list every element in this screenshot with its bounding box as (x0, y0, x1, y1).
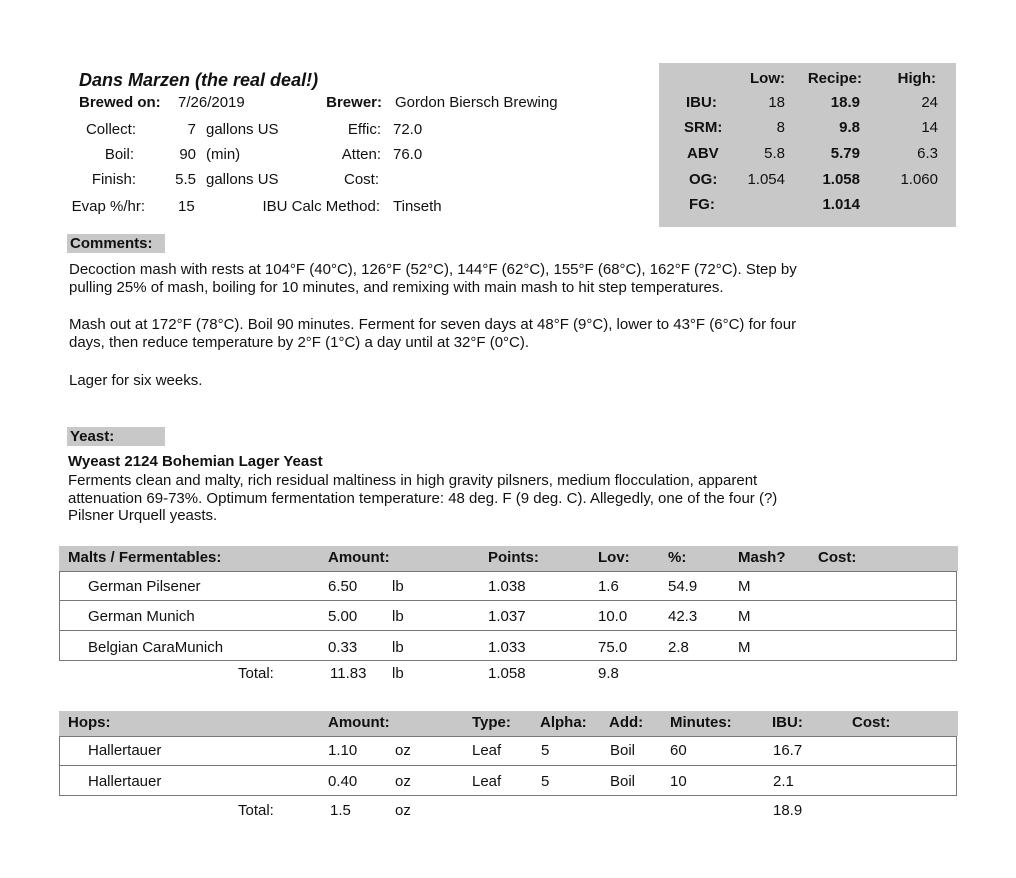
malt-points: 1.038 (488, 578, 526, 595)
malt-amount: 5.00 (328, 608, 358, 625)
malts-total-label: Total: (238, 665, 274, 682)
malt-unit: lb (392, 639, 404, 656)
stats-high: 6.3 (917, 145, 938, 162)
stats-low: 5.8 (764, 145, 785, 162)
stats-recipe: 18.9 (830, 94, 860, 111)
malt-pct: 42.3 (668, 608, 698, 625)
stats-high: 1.060 (900, 171, 938, 188)
malts-header-name: Malts / Fermentables: (68, 549, 222, 566)
malt-mash: M (738, 578, 751, 595)
stats-recipe: 1.058 (822, 171, 860, 188)
hops-total-unit: oz (395, 802, 411, 819)
malt-lov: 75.0 (598, 639, 628, 656)
hops-header-alpha: Alpha: (540, 714, 587, 731)
evap-label: Evap %/hr: (71, 198, 145, 215)
stats-low: 8 (776, 119, 785, 136)
malt-mash: M (738, 608, 751, 625)
stats-low: 18 (768, 94, 785, 111)
malt-lov: 10.0 (598, 608, 628, 625)
yeast-description: Ferments clean and malty, rich residual maltiness in high gravity pilsners, medium flocculation, apparent (68, 472, 758, 489)
yeast-description: attenuation 69-73%. Optimum fermentation temperature: 48 deg. F (9 deg. C). Allegedly, one of the four (?) (68, 490, 778, 507)
brewer-label: Brewer: (326, 94, 382, 111)
ibu-method-label: IBU Calc Method: (262, 198, 380, 215)
hop-name: Hallertauer (88, 742, 162, 759)
atten-label: Atten: (341, 146, 381, 163)
brewed-on-value: 7/26/2019 (178, 94, 245, 111)
hops-total-amount: 1.5 (330, 802, 351, 819)
table-row (59, 736, 957, 766)
stats-high: 14 (921, 119, 938, 136)
boil-unit: (min) (206, 146, 241, 163)
malt-points: 1.033 (488, 639, 526, 656)
malts-total-amount: 11.83 (330, 665, 367, 682)
stats-high-header: High: (897, 70, 936, 87)
cost-label: Cost: (343, 171, 379, 188)
hop-unit: oz (395, 773, 411, 790)
hop-add: Boil (610, 742, 636, 759)
hops-header-add: Add: (609, 714, 644, 731)
comments-text: Mash out at 172°F (78°C). Boil 90 minutes. Ferment for seven days at 48°F (9°C), lower to 43°F (6°C) for four (69, 316, 797, 333)
malt-pct: 54.9 (668, 578, 698, 595)
hop-name: Hallertauer (88, 773, 162, 790)
malt-points: 1.037 (488, 608, 526, 625)
hop-minutes: 10 (670, 773, 687, 790)
malt-name: Belgian CaraMunich (88, 639, 224, 656)
stats-low-header: Low: (750, 70, 785, 87)
malt-mash: M (738, 639, 751, 656)
effic-value: 72.0 (393, 121, 423, 138)
hops-header-minutes: Minutes: (670, 714, 732, 731)
malts-header-points: Points: (488, 549, 539, 566)
hops-header-type: Type: (472, 714, 511, 731)
hop-alpha: 5 (541, 742, 550, 759)
malt-name: German Pilsener (88, 578, 201, 595)
hop-amount: 1.10 (328, 742, 358, 759)
yeast-name: Wyeast 2124 Bohemian Lager Yeast (68, 453, 323, 470)
stats-low: 1.054 (747, 171, 785, 188)
hops-header-name: Hops: (68, 714, 111, 731)
finish-value: 5.5 (175, 171, 196, 188)
brewed-on-label: Brewed on: (79, 94, 161, 111)
stats-recipe: 5.79 (830, 145, 860, 162)
comments-label: Comments: (67, 234, 165, 253)
stats-high: 24 (921, 94, 938, 111)
stats-label: FG: (689, 196, 715, 213)
malt-amount: 6.50 (328, 578, 358, 595)
malts-header-amount: Amount: (328, 549, 390, 566)
hop-type: Leaf (472, 773, 502, 790)
table-row (59, 766, 957, 796)
yeast-description: Pilsner Urquell yeasts. (68, 507, 218, 524)
malt-name: German Munich (88, 608, 195, 625)
malts-header-mash: Mash? (738, 549, 786, 566)
malts-header-lov: Lov: (598, 549, 630, 566)
hops-header-cost: Cost: (852, 714, 891, 731)
comments-text: pulling 25% of mash, boiling for 10 minutes, and remixing with main mash to hit step temperatures. (69, 279, 724, 296)
hop-alpha: 5 (541, 773, 550, 790)
recipe-title: Dans Marzen (the real deal!) (79, 70, 319, 90)
malt-unit: lb (392, 608, 404, 625)
malt-lov: 1.6 (598, 578, 619, 595)
hop-minutes: 60 (670, 742, 687, 759)
stats-recipe-header: Recipe: (807, 70, 862, 87)
boil-value: 90 (179, 146, 196, 163)
finish-label: Finish: (91, 171, 136, 188)
comments-text: days, then reduce temperature by 2°F (1°C) a day until at 32°F (0°C). (69, 334, 530, 351)
brewer-value: Gordon Biersch Brewing (395, 94, 558, 111)
stats-label: OG: (689, 171, 718, 188)
stats-label: SRM: (684, 119, 723, 136)
malts-total-unit: lb (392, 665, 404, 682)
hop-ibu: 16.7 (773, 742, 803, 759)
malts-total-points: 1.058 (488, 665, 526, 682)
stats-recipe: 9.8 (839, 119, 860, 136)
ibu-method-value: Tinseth (393, 198, 442, 215)
atten-value: 76.0 (393, 146, 423, 163)
stats-label: ABV (687, 145, 719, 162)
hops-header-amount: Amount: (328, 714, 390, 731)
evap-value: 15 (178, 198, 195, 215)
hop-unit: oz (395, 742, 411, 759)
malt-amount: 0.33 (328, 639, 358, 656)
malts-header-cost: Cost: (818, 549, 857, 566)
boil-label: Boil: (104, 146, 134, 163)
hop-type: Leaf (472, 742, 502, 759)
hops-total-label: Total: (238, 802, 274, 819)
collect-value: 7 (187, 121, 196, 138)
malt-pct: 2.8 (668, 639, 689, 656)
collect-label: Collect: (85, 121, 136, 138)
yeast-label: Yeast: (67, 427, 165, 446)
effic-label: Effic: (347, 121, 381, 138)
hop-ibu: 2.1 (773, 773, 794, 790)
hops-header-ibu: IBU: (772, 714, 803, 731)
malts-total-lov: 9.8 (598, 665, 619, 682)
stats-label: IBU: (686, 94, 717, 111)
hop-amount: 0.40 (328, 773, 358, 790)
finish-unit: gallons US (206, 171, 279, 188)
hops-total-ibu: 18.9 (773, 802, 803, 819)
collect-unit: gallons US (206, 121, 279, 138)
hop-add: Boil (610, 773, 636, 790)
malt-unit: lb (392, 578, 404, 595)
stats-recipe: 1.014 (822, 196, 860, 213)
comments-text: Decoction mash with rests at 104°F (40°C), 126°F (52°C), 144°F (62°C), 155°F (68°C), 162°F (72°C). Step by (69, 261, 797, 278)
malts-header-pct: %: (668, 549, 687, 566)
comments-text: Lager for six weeks. (69, 372, 203, 389)
